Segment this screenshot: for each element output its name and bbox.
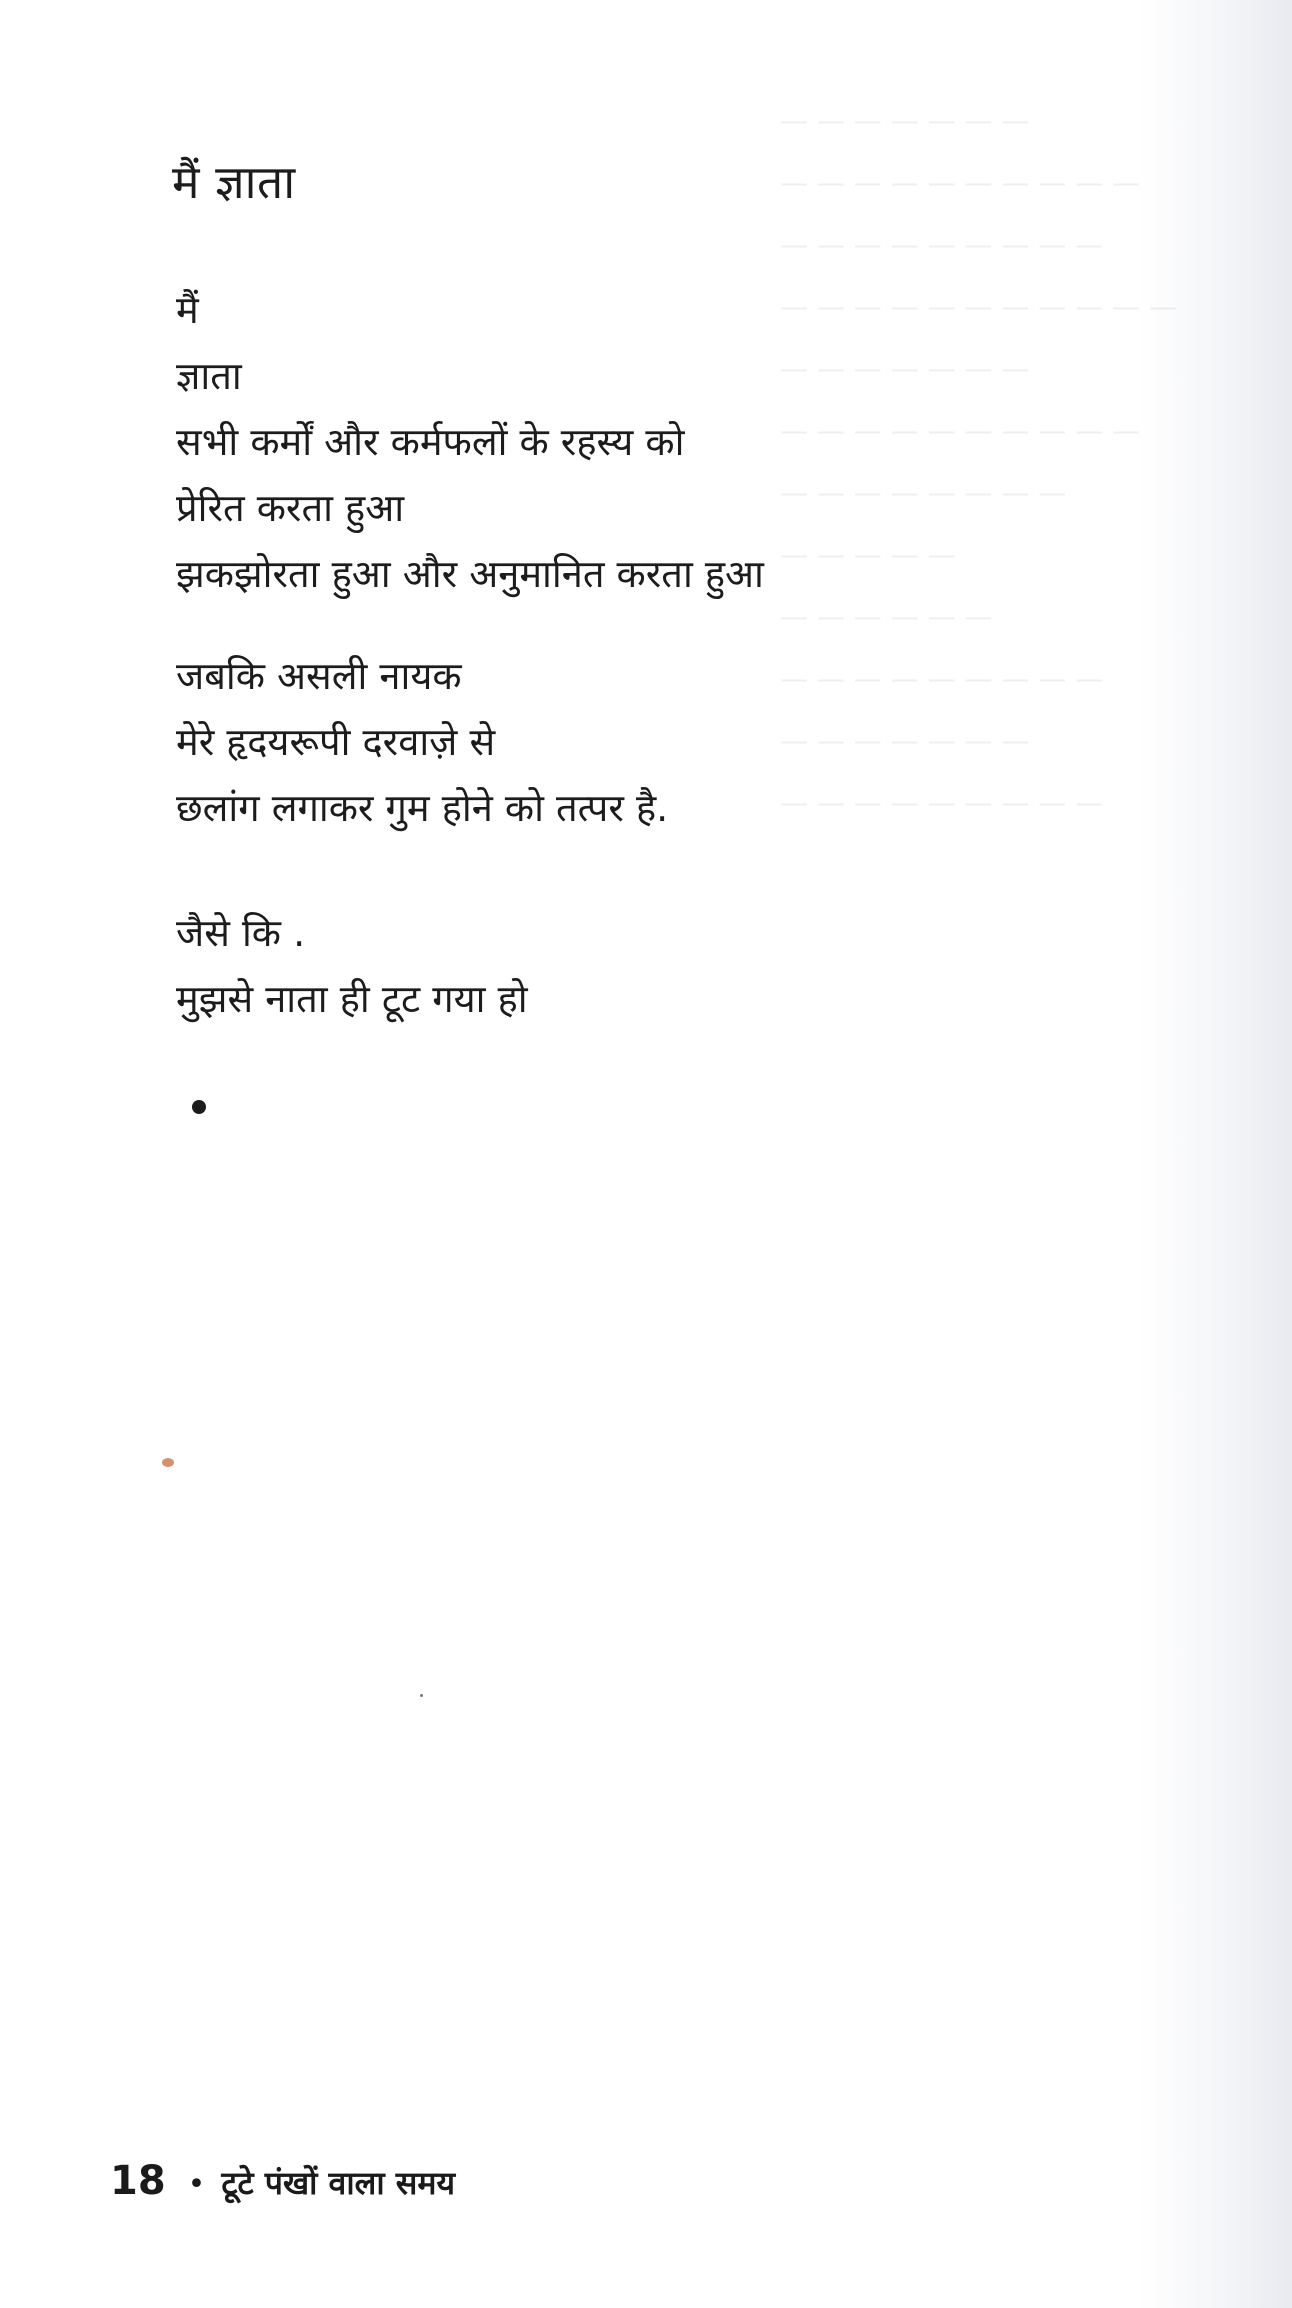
page-footer <box>110 2158 455 2204</box>
poem-line: झकझोरता हुआ और अनुमानित करता हुआ <box>176 552 764 596</box>
poem-line: मुझसे नाता ही टूट गया हो <box>176 977 528 1021</box>
page-number: 18 <box>110 2158 166 2204</box>
poem-line: जैसे कि . <box>176 911 306 955</box>
poem-line: मैं <box>176 288 199 332</box>
paper-stain <box>162 1458 174 1467</box>
stanza-3 <box>176 900 528 1032</box>
poem-line: जबकि असली नायक <box>176 654 462 698</box>
show-through-text: — — — — — — — — — — — — — — — — — — — — — — — — — — — — — — — — — — — — — — — — — — — — — — — — — — — — — — — — — — — — — — — — — — — — — — — — — — — — — — — — — — — — — — — — — — — — — — — — — — <box>780 104 1178 819</box>
paper-speck <box>420 1694 423 1697</box>
end-bullet-icon <box>192 1100 206 1114</box>
footer-separator: • <box>187 2167 206 2202</box>
poem-line: प्रेरित करता हुआ <box>176 486 405 530</box>
poem-line: छलांग लगाकर गुम होने को तत्पर है. <box>176 786 669 830</box>
poem-title: मैं ज्ञाता <box>172 155 296 209</box>
poem-line: ज्ञाता <box>176 354 242 398</box>
stanza-1 <box>176 277 764 607</box>
poem-line: सभी कर्मों और कर्मफलों के रहस्य को <box>176 420 685 464</box>
running-book-title: टूटे पंखों वाला समय <box>221 2164 456 2202</box>
poem-line: मेरे हृदयरूपी दरवाज़े से <box>176 720 496 764</box>
stanza-2 <box>176 643 668 841</box>
